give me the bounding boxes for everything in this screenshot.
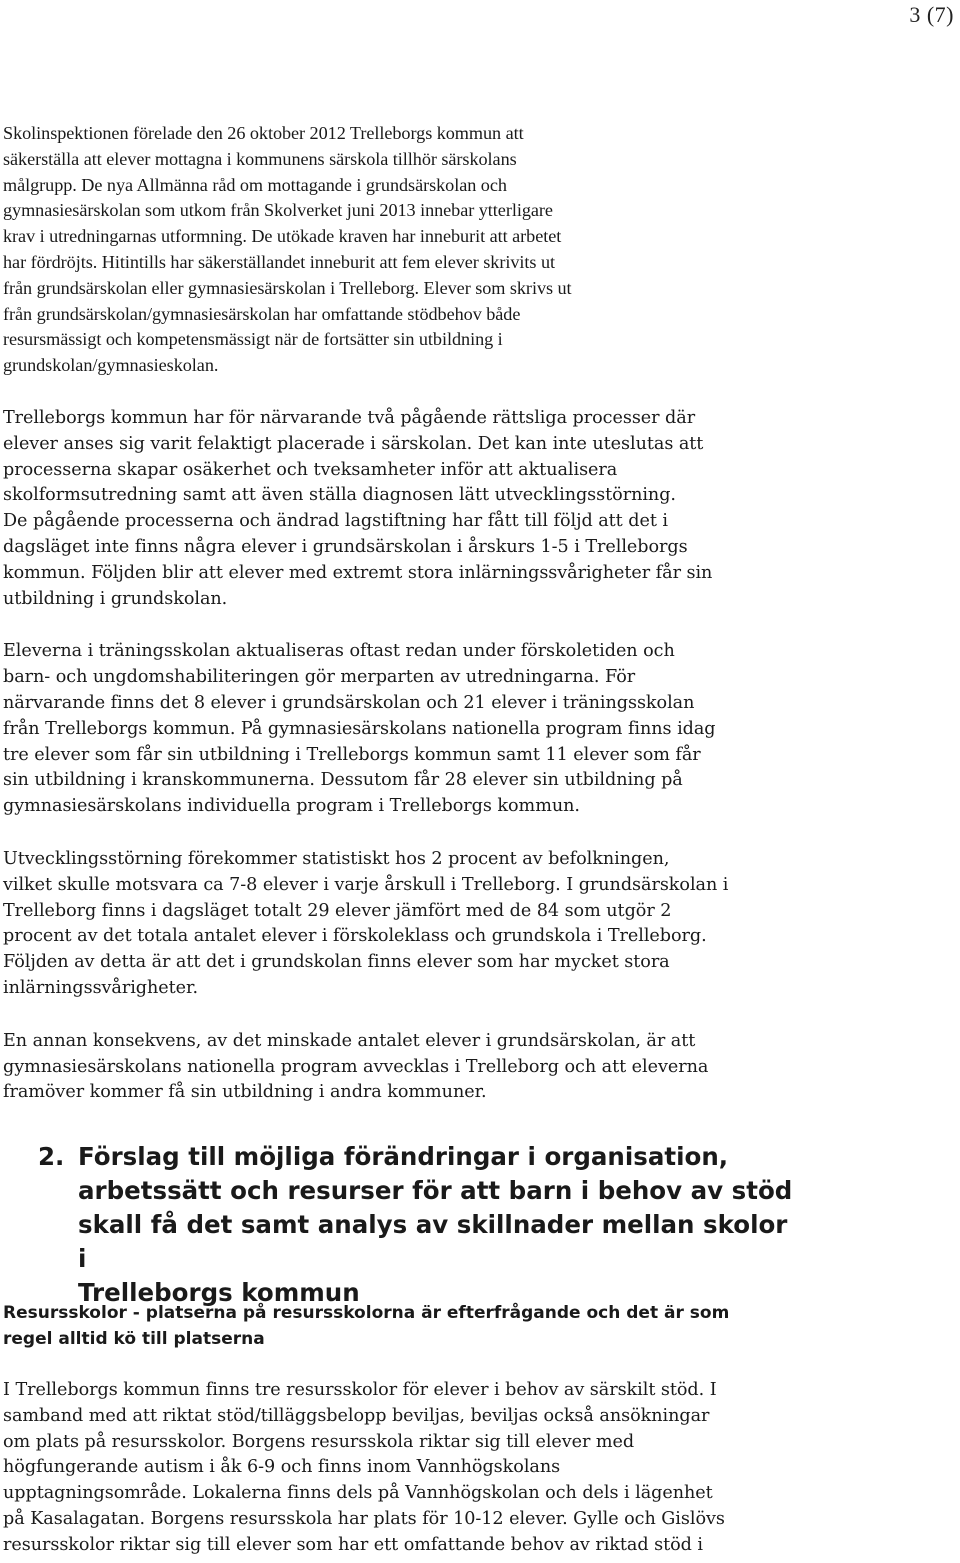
- text-line: krav i utredningarnas utformning. De utökade kraven har inneburit att arbetet: [3, 226, 562, 247]
- title-line: Förslag till möjliga förändringar i organisation,: [78, 1142, 729, 1171]
- text-line: Skolinspektionen förelade den 26 oktober 2012 Trelleborgs kommun att: [3, 123, 524, 143]
- text-line: Eleverna i träningsskolan aktualiseras oftast redan under förskoletiden och: [3, 641, 675, 662]
- text-line: elever anses sig varit felaktigt placerade i särskolan. Det kan inte uteslutas att: [3, 433, 704, 454]
- text-line: upptagningsområde. Lokalerna finns dels på Vannhögskolan och dels i lägenhet: [3, 1483, 713, 1504]
- text-line: samband med att riktat stöd/tilläggsbelopp beviljas, beviljas också ansökningar: [3, 1405, 710, 1426]
- text-line: gymnasiesärskolans nationella program avvecklas i Trelleborg och att eleverna: [3, 1056, 709, 1077]
- text-line: närvarande finns det 8 elever i grundsärskolan och 21 elever i träningsskolan: [3, 692, 695, 713]
- text-line: kommun. Följden blir att elever med extremt stora inlärningssvårigheter får sin: [3, 562, 713, 583]
- subheading-resource-schools: [3, 1300, 793, 1352]
- paragraph-resource-schools: [3, 1378, 793, 1559]
- text-line: resursskolor riktar sig till elever som har ett omfattande behov av riktad stöd i: [3, 1534, 704, 1555]
- text-line: De pågående processerna och ändrad lagstiftning har fått till följd att det i: [3, 511, 668, 532]
- text-line: Trelleborg finns i dagsläget totalt 29 elever jämfört med de 84 som utgör 2: [3, 900, 672, 921]
- text-line: barn- och ungdomshabiliteringen gör merparten av utredningarna. För: [3, 667, 636, 688]
- paragraph-legal-processes: [3, 406, 793, 612]
- paragraph-statistics: [3, 847, 793, 1002]
- subheading-line: regel alltid kö till platserna: [3, 1329, 265, 1349]
- text-line: har fördröjts. Hitintills har säkerställandet inneburit att fem elever skrivits ut: [3, 251, 555, 272]
- text-line: inlärningssvårigheter.: [3, 977, 199, 998]
- text-line: från grundsärskolan/gymnasiesärskolan har omfattande stödbehov både: [3, 303, 521, 324]
- text-line: procent av det totala antalet elever i förskoleklass och grundskola i Trelleborg.: [3, 926, 707, 947]
- text-line: tre elever som får sin utbildning i Trelleborgs kommun samt 11 elever som får: [3, 744, 701, 765]
- text-line: från grundsärskolan eller gymnasiesärskolan i Trelleborg. Elever som skrivs ut: [3, 277, 572, 298]
- text-line: högfungerande autism i åk 6-9 och finns inom Vannhögskolans: [3, 1457, 561, 1478]
- text-line: framöver kommer få sin utbildning i andra kommuner.: [3, 1082, 487, 1103]
- section-heading: [38, 1140, 798, 1310]
- text-line: Trelleborgs kommun har för närvarande två pågående rättsliga processer där: [3, 407, 696, 428]
- text-line: gymnasiesärskolans individuella program i Trelleborgs kommun.: [3, 796, 580, 817]
- paragraph-consequence: [3, 1029, 793, 1106]
- paragraph-inspection: [3, 121, 793, 379]
- body-text: [3, 121, 793, 1106]
- text-line: dagsläget inte finns några elever i grundsärskolan i årskurs 1-5 i Trelleborgs: [3, 536, 688, 557]
- text-line: grundskolan/gymnasieskolan.: [3, 355, 219, 376]
- text-line: om plats på resursskolor. Borgens resursskola riktar sig till elever med: [3, 1431, 635, 1452]
- page-number: 3 (7): [909, 2, 954, 27]
- section-number: 2.: [38, 1142, 65, 1171]
- text-line: på Kasalagatan. Borgens resursskola har plats för 10-12 elever. Gylle och Gislövs: [3, 1508, 725, 1529]
- text-line: sin utbildning i kranskommunerna. Dessutom får 28 elever sin utbildning på: [3, 770, 683, 791]
- text-line: vilket skulle motsvara ca 7-8 elever i varje årskull i Trelleborg. I grundsärskolan i: [3, 874, 729, 895]
- text-line: skolformsutredning samt att även ställa diagnosen lätt utvecklingsstörning.: [3, 485, 676, 506]
- subheading-line: Resursskolor - platserna på resursskolorna är efterfrågande och det är som: [3, 1303, 730, 1323]
- text-line: processerna skapar osäkerhet och tveksamheter inför att aktualisera: [3, 459, 618, 480]
- text-line: säkerställa att elever mottagna i kommunens särskola tillhör särskolans: [3, 148, 517, 169]
- paragraph-resource-schools-wrapper: [3, 1378, 793, 1559]
- text-line: En annan konsekvens, av det minskade antalet elever i grundsärskolan, är att: [3, 1030, 696, 1051]
- text-line: I Trelleborgs kommun finns tre resursskolor för elever i behov av särskilt stöd. I: [3, 1380, 717, 1400]
- text-line: målgrupp. De nya Allmänna råd om mottagande i grundsärskolan och: [3, 174, 507, 195]
- text-line: utbildning i grundskolan.: [3, 588, 228, 609]
- text-line: resursmässigt och kompetensmässigt när de fortsätter sin utbildning i: [3, 329, 503, 350]
- section-title: [78, 1140, 798, 1310]
- title-line: arbetssätt och resurser för att barn i behov av stöd: [78, 1176, 793, 1205]
- text-line: från Trelleborgs kommun. På gymnasiesärskolans nationella program finns idag: [3, 718, 716, 739]
- paragraph-training-school: [3, 639, 793, 820]
- title-line: skall få det samt analys av skillnader mellan skolor i: [78, 1210, 788, 1273]
- text-line: gymnasiesärskolan som utkom från Skolverket juni 2013 innebar ytterligare: [3, 200, 553, 221]
- text-line: Följden av detta är att det i grundskolan finns elever som har mycket stora: [3, 952, 670, 973]
- title-line: Trelleborgs kommun: [78, 1278, 360, 1307]
- text-line: Utvecklingsstörning förekommer statistiskt hos 2 procent av befolkningen,: [3, 848, 670, 869]
